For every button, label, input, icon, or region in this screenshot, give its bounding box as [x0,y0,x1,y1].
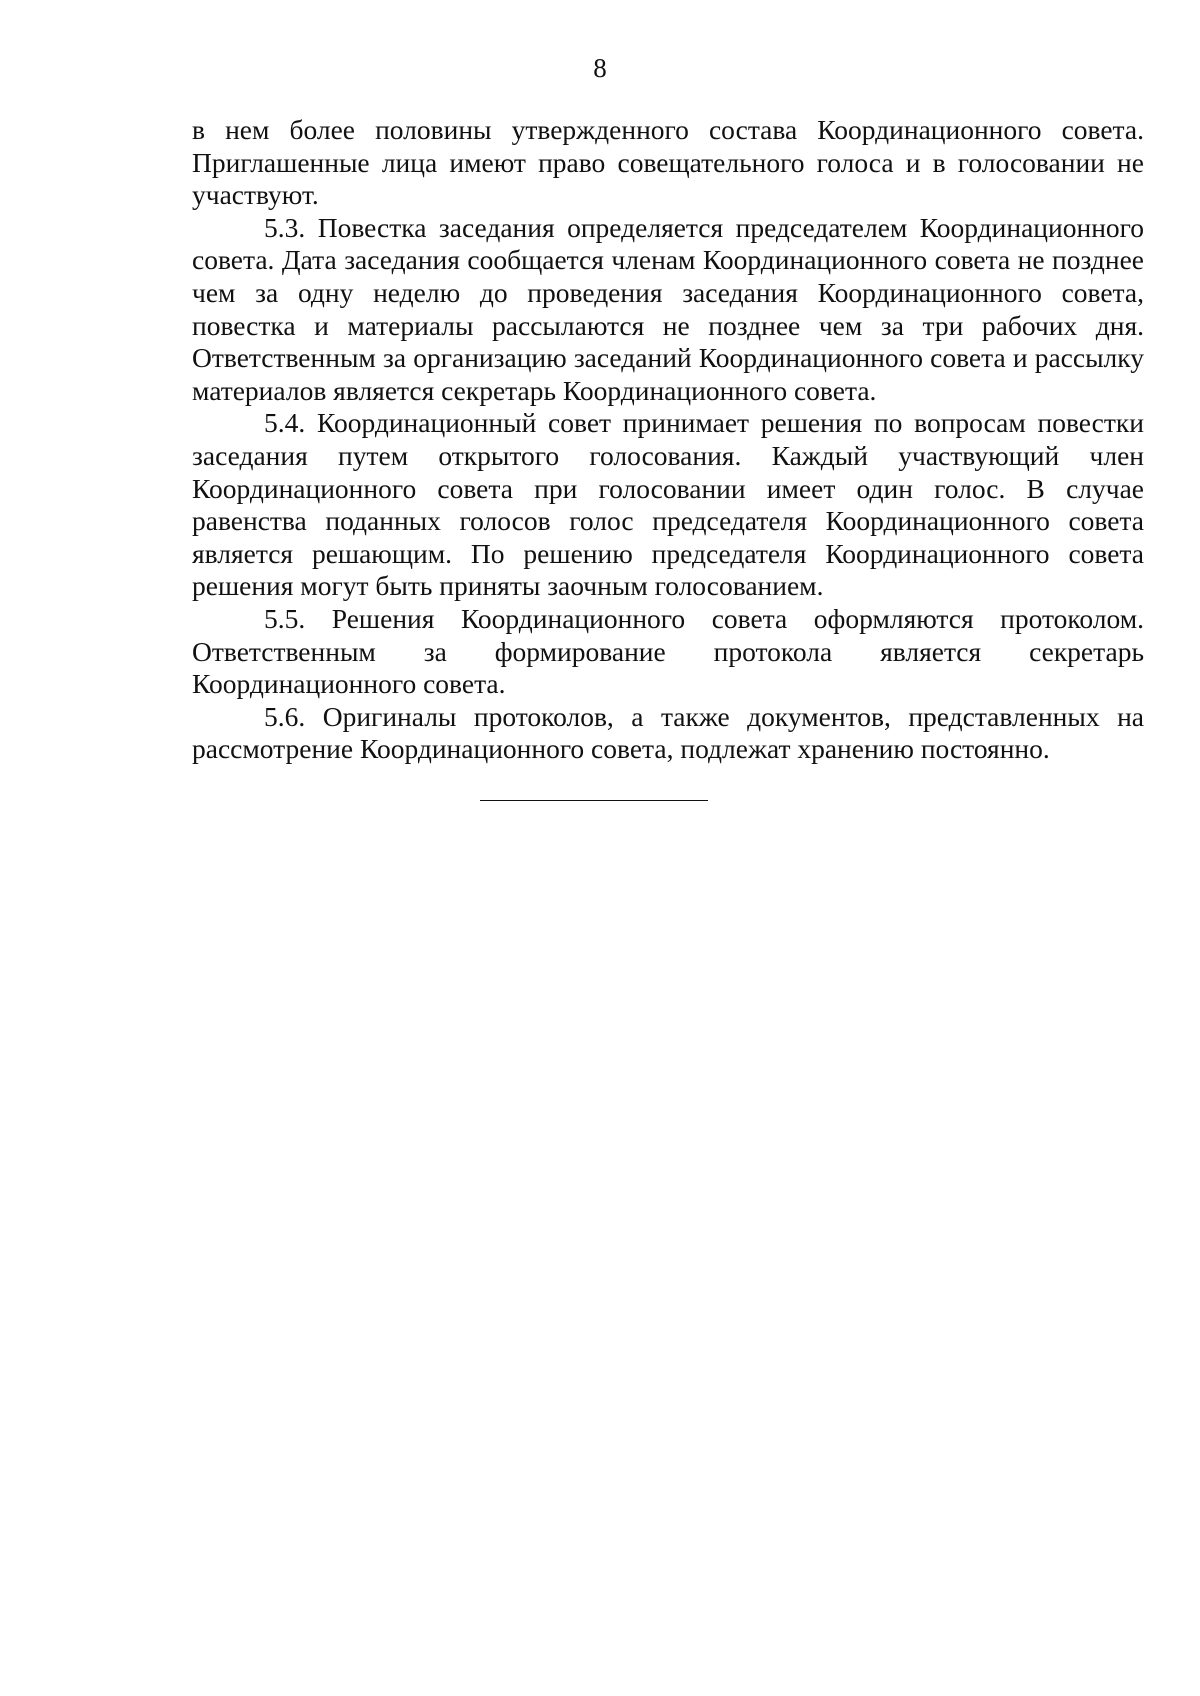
paragraph-5-3: 5.3. Повестка заседания определяется председателем Координационного совета. Дата заседания сообщается членам Координационного совета не позднее чем за одну неделю до проведения заседания Координационного совета, повестка и материалы рассылаются не позднее чем за три рабочих дня. Ответственным за организацию заседаний Координационного совета и рассылку материалов является секретарь Координационного совета. [192,211,1144,406]
document-body [192,114,1144,766]
closing-divider [480,800,708,801]
paragraph-continuation: в нем более половины утвержденного состава Координационного совета. Приглашенные лица имеют право совещательного голоса и в голосовании не участвуют. [192,114,1144,211]
paragraph-5-5: 5.5. Решения Координационного совета оформляются протоколом. Ответственным за формирование протокола является секретарь Координационного совета. [192,602,1144,700]
paragraph-5-4: 5.4. Координационный совет принимает решения по вопросам повестки заседания путем открытого голосования. Каждый участвующий член Координационного совета при голосовании имеет один голос. В случае равенства поданных голосов голос председателя Координационного совета является решающим. По решению председателя Координационного совета решения могут быть приняты заочным голосованием. [192,407,1144,602]
paragraph-5-6: 5.6. Оригиналы протоколов, а также документов, представленных на рассмотрение Координационного совета, подлежат хранению постоянно. [192,700,1144,765]
page-number: 8 [593,53,607,83]
